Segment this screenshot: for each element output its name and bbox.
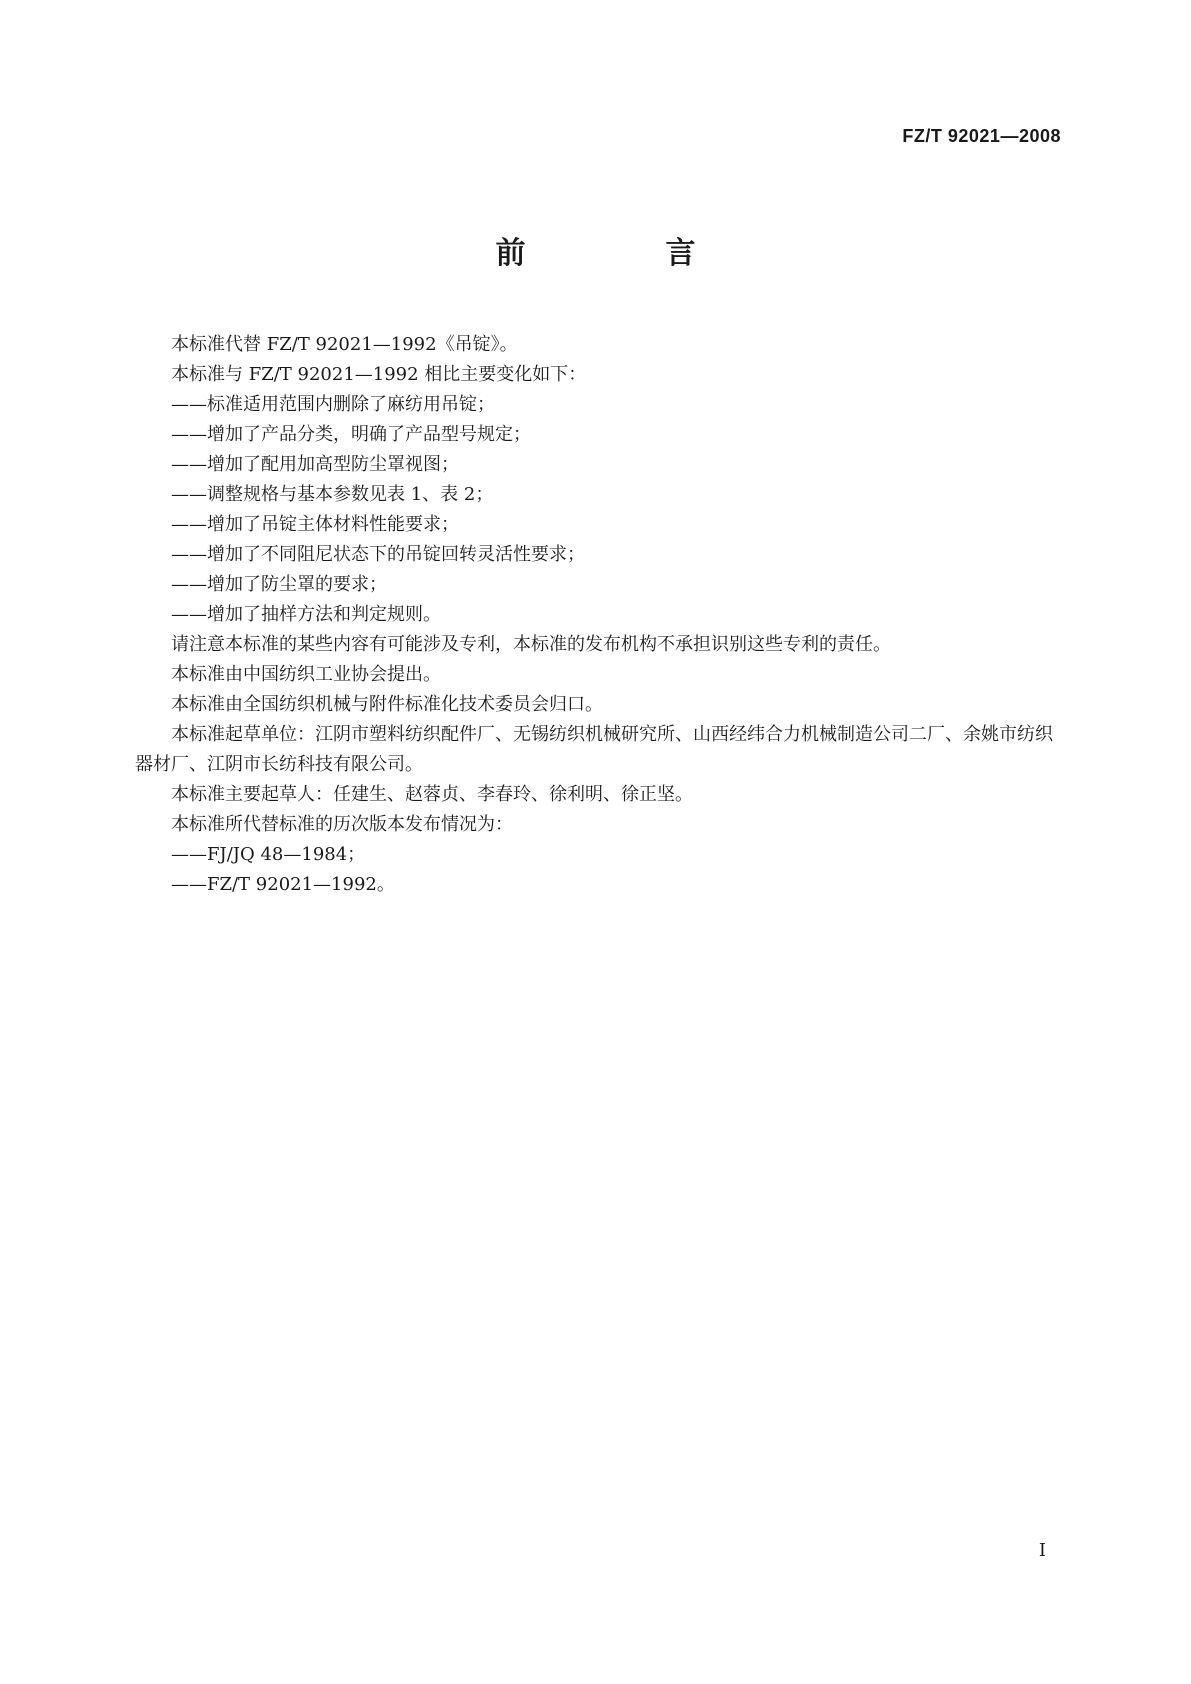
paragraph-replaces: 本标准代替 FZ/T 92021—1992《吊锭》。: [171, 334, 518, 355]
history-item: ——FJ/JQ 48—1984；: [171, 844, 366, 865]
paragraph-drafters: 本标准主要起草人：任建生、赵蓉贞、李春玲、徐利明、徐正坚。: [171, 784, 693, 805]
change-item: ——增加了抽样方法和判定规则。: [171, 604, 441, 625]
paragraph-administered-by: 本标准由全国纺织机械与附件标准化技术委员会归口。: [171, 694, 603, 715]
change-item: ——标准适用范围内删除了麻纺用吊锭；: [171, 394, 495, 415]
change-item: ——增加了防尘罩的要求；: [171, 574, 387, 595]
standard-code: FZ/T 92021—2008: [902, 126, 1061, 146]
paragraph-patent-notice: 请注意本标准的某些内容有可能涉及专利，本标准的发布机构不承担识别这些专利的责任。: [171, 634, 891, 655]
change-item: ——增加了配用加高型防尘罩视图；: [171, 454, 459, 475]
foreword-body: [135, 330, 1070, 900]
paragraph-changes-intro: 本标准与 FZ/T 92021—1992 相比主要变化如下：: [171, 364, 587, 385]
paragraph-history-intro: 本标准所代替标准的历次版本发布情况为：: [171, 814, 513, 835]
page-number: I: [1038, 1540, 1046, 1561]
page-title: 前 言: [495, 236, 751, 271]
paragraph-proposed-by: 本标准由中国纺织工业协会提出。: [171, 664, 441, 685]
change-item: ——增加了吊锭主体材料性能要求；: [171, 514, 459, 535]
change-item: ——增加了不同阻尼状态下的吊锭回转灵活性要求；: [171, 544, 585, 565]
change-item: ——调整规格与基本参数见表 1、表 2；: [171, 484, 494, 505]
change-item: ——增加了产品分类，明确了产品型号规定；: [171, 424, 531, 445]
history-item: ——FZ/T 92021—1992。: [171, 874, 395, 895]
paragraph-drafting-units: 本标准起草单位：江阴市塑料纺织配件厂、无锡纺织机械研究所、山西经纬合力机械制造公司二厂、余姚市纺织器材厂、江阴市长纺科技有限公司。: [135, 724, 1053, 775]
